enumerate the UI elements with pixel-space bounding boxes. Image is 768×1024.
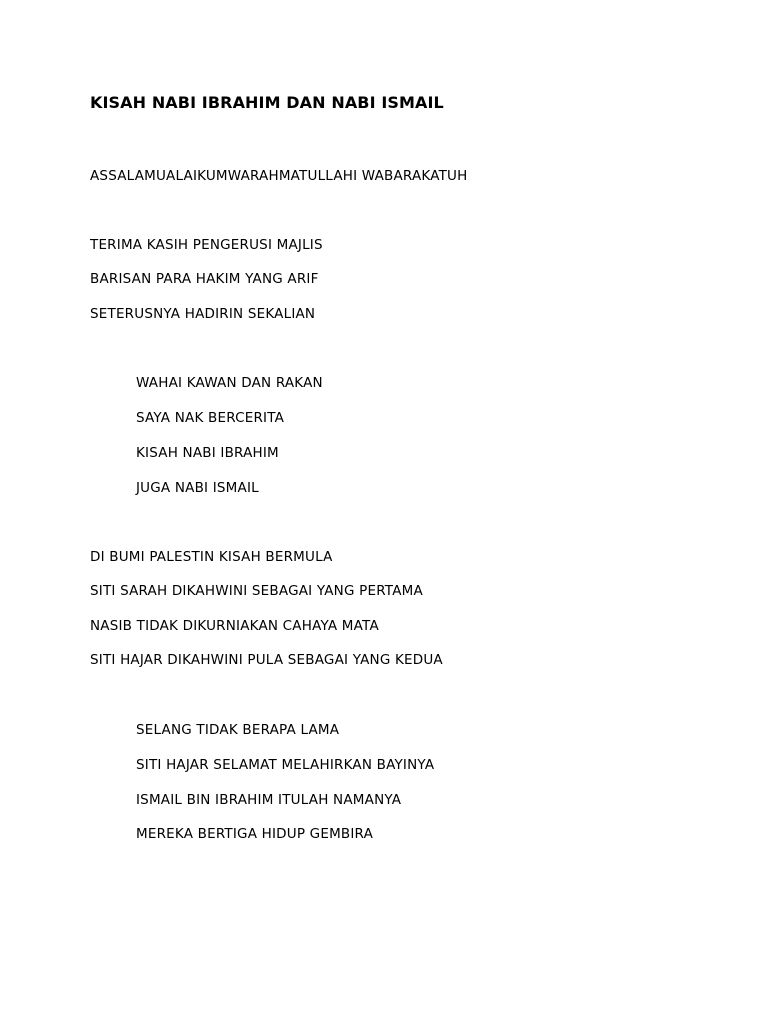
stanza-2-line: DI BUMI PALESTIN KISAH BERMULA bbox=[90, 549, 333, 565]
salutation-line: SETERUSNYA HADIRIN SEKALIAN bbox=[90, 306, 316, 322]
stanza-1-line: JUGA NABI ISMAIL bbox=[136, 480, 259, 496]
stanza-2-line: NASIB TIDAK DIKURNIAKAN CAHAYA MATA bbox=[90, 618, 379, 634]
stanza-2-line: SITI HAJAR DIKAHWINI PULA SEBAGAI YANG KEDUA bbox=[90, 652, 443, 668]
stanza-1-line: SAYA NAK BERCERITA bbox=[136, 410, 285, 426]
salutation-line: BARISAN PARA HAKIM YANG ARIF bbox=[90, 271, 319, 287]
stanza-1-line: WAHAI KAWAN DAN RAKAN bbox=[136, 375, 323, 391]
stanza-3-line: SITI HAJAR SELAMAT MELAHIRKAN BAYINYA bbox=[136, 757, 435, 773]
stanza-1-line: KISAH NABI IBRAHIM bbox=[136, 445, 279, 461]
document-title: KISAH NABI IBRAHIM DAN NABI ISMAIL bbox=[90, 93, 444, 112]
stanza-3-line: SELANG TIDAK BERAPA LAMA bbox=[136, 722, 340, 738]
greeting-line: ASSALAMUALAIKUMWARAHMATULLAHI WABARAKATUH bbox=[90, 168, 468, 184]
stanza-3-line: MEREKA BERTIGA HIDUP GEMBIRA bbox=[136, 826, 374, 842]
stanza-3-line: ISMAIL BIN IBRAHIM ITULAH NAMANYA bbox=[136, 792, 402, 808]
stanza-2-line: SITI SARAH DIKAHWINI SEBAGAI YANG PERTAMA bbox=[90, 583, 423, 599]
salutation-line: TERIMA KASIH PENGERUSI MAJLIS bbox=[90, 237, 323, 253]
